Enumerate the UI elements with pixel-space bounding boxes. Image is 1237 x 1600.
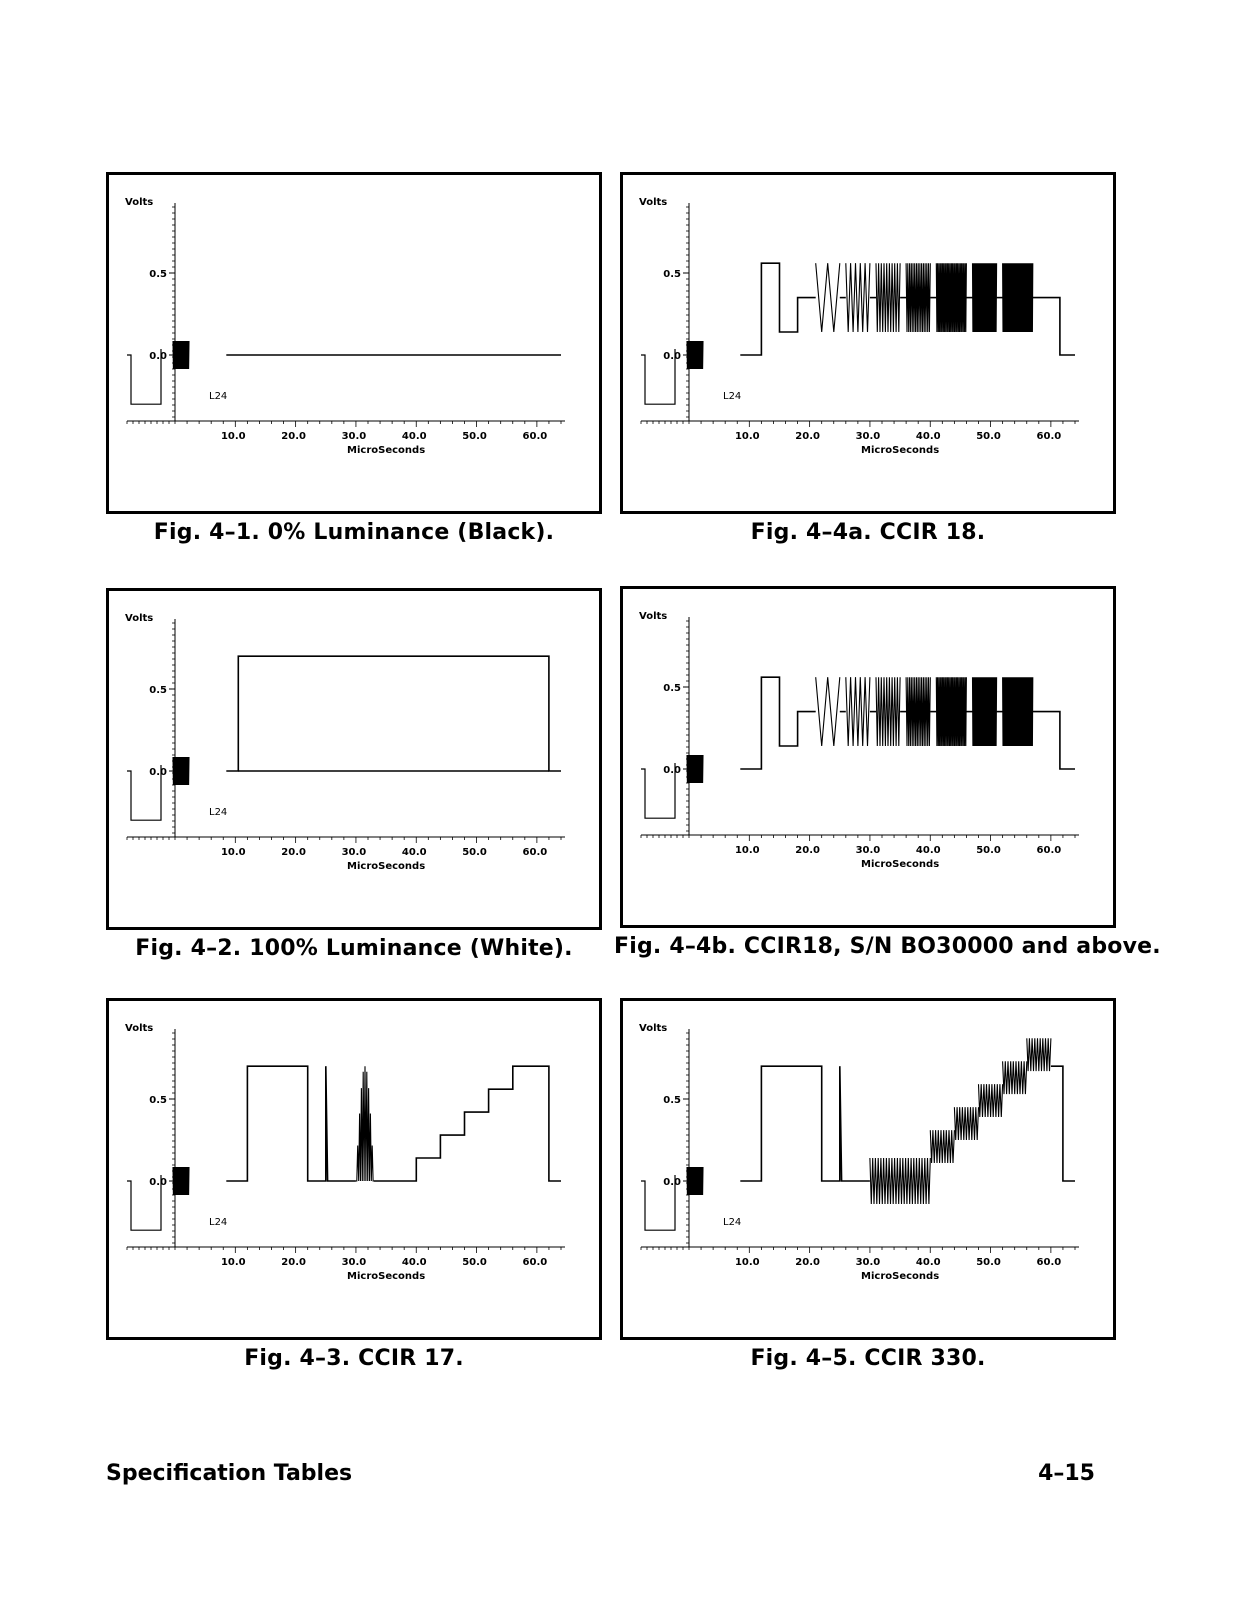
y-tick-label: 0.0	[663, 351, 681, 362]
y-tick-label: 0.0	[663, 1177, 681, 1188]
x-tick-label: 50.0	[462, 1257, 487, 1268]
x-tick-label: 60.0	[1036, 1257, 1062, 1268]
y-tick-label: 0.5	[663, 269, 681, 280]
x-axis-title: MicroSeconds	[861, 1271, 940, 1282]
modulated-burst	[816, 677, 840, 746]
x-tick-label: 40.0	[915, 1257, 941, 1268]
modulated-burst	[846, 263, 870, 332]
y-tick-label: 0.5	[149, 1095, 167, 1106]
figure-caption: Fig. 4–5. CCIR 330.	[750, 1346, 986, 1371]
color-burst	[687, 1167, 703, 1195]
footer-section-title: Specification Tables	[106, 1461, 353, 1486]
figure-4-5	[620, 998, 1116, 1371]
plot-svg	[109, 175, 599, 511]
x-tick-label: 50.0	[976, 431, 1001, 442]
line-number-label: L24	[209, 807, 228, 818]
plot-svg	[623, 1001, 1113, 1337]
signal-trace	[226, 1066, 356, 1181]
x-tick-label: 20.0	[281, 1257, 306, 1268]
modulated-burst	[876, 677, 900, 746]
oscilloscope-plot	[106, 998, 602, 1340]
figure-4-1	[106, 172, 602, 545]
modulated-burst	[906, 677, 930, 746]
x-tick-label: 50.0	[462, 847, 487, 858]
x-axis-title: MicroSeconds	[347, 1271, 426, 1282]
oscilloscope-plot	[620, 586, 1116, 928]
x-tick-label: 30.0	[855, 431, 881, 442]
signal-trace	[1051, 1066, 1075, 1181]
oscilloscope-plot	[106, 172, 602, 514]
x-axis-title: MicroSeconds	[861, 445, 940, 456]
modulated-burst	[816, 263, 840, 332]
y-tick-label: 0.0	[149, 1177, 167, 1188]
x-tick-label: 10.0	[220, 1257, 246, 1268]
y-tick-label: 0.0	[149, 351, 167, 362]
footer-page-number: 4–15	[1038, 1461, 1095, 1486]
oscilloscope-plot	[620, 172, 1116, 514]
x-tick-label: 50.0	[976, 1257, 1001, 1268]
modulated-burst	[973, 677, 997, 746]
x-axis-title: MicroSeconds	[861, 859, 940, 870]
plot-svg	[623, 589, 1113, 925]
x-tick-label: 40.0	[401, 847, 427, 858]
signal-trace	[1033, 712, 1075, 769]
y-axis-title: Volts	[639, 197, 668, 208]
x-tick-label: 10.0	[734, 431, 760, 442]
modulated-burst	[1027, 1038, 1051, 1071]
x-tick-label: 30.0	[341, 1257, 367, 1268]
modulated-burst	[936, 263, 966, 332]
modulated-burst	[870, 1158, 930, 1204]
y-axis-title: Volts	[125, 1023, 154, 1034]
plot-svg	[109, 591, 599, 927]
y-axis-title: Volts	[639, 1023, 668, 1034]
modulated-burst	[1003, 677, 1033, 746]
y-tick-label: 0.5	[663, 1095, 681, 1106]
x-tick-label: 60.0	[1036, 431, 1062, 442]
x-tick-label: 60.0	[522, 1257, 548, 1268]
signal-trace	[740, 1066, 870, 1181]
signal-trace	[374, 1066, 561, 1181]
x-tick-label: 10.0	[220, 847, 246, 858]
x-tick-label: 40.0	[401, 1257, 427, 1268]
figure-4-4b	[614, 586, 1161, 959]
x-tick-label: 20.0	[795, 1257, 820, 1268]
color-burst	[687, 755, 703, 783]
y-axis-title: Volts	[639, 611, 668, 622]
figure-caption: Fig. 4–2. 100% Luminance (White).	[135, 936, 573, 961]
signal-trace	[740, 263, 815, 355]
x-tick-label: 20.0	[795, 431, 820, 442]
x-tick-label: 10.0	[220, 431, 246, 442]
x-tick-label: 40.0	[915, 431, 941, 442]
x-tick-label: 30.0	[341, 847, 367, 858]
figure-caption: Fig. 4–4b. CCIR18, S/N BO30000 and above.	[614, 934, 1161, 959]
x-tick-label: 20.0	[281, 847, 306, 858]
figure-4-3	[106, 998, 602, 1371]
sine-squared-pulse	[356, 1066, 374, 1181]
modulated-burst	[936, 677, 966, 746]
modulated-burst	[954, 1107, 978, 1140]
x-tick-label: 60.0	[1036, 845, 1062, 856]
x-axis-title: MicroSeconds	[347, 445, 426, 456]
modulated-burst	[846, 677, 870, 746]
x-axis-title: MicroSeconds	[347, 861, 426, 872]
modulated-burst	[876, 263, 900, 332]
x-tick-label: 20.0	[795, 845, 820, 856]
line-number-label: L24	[209, 1217, 228, 1228]
plot-svg	[623, 175, 1113, 511]
modulated-burst	[979, 1084, 1003, 1117]
x-tick-label: 30.0	[341, 431, 367, 442]
line-number-label: L24	[723, 391, 742, 402]
x-tick-label: 50.0	[462, 431, 487, 442]
x-tick-label: 10.0	[734, 1257, 760, 1268]
color-burst	[687, 341, 703, 369]
x-tick-label: 40.0	[401, 431, 427, 442]
y-tick-label: 0.0	[663, 765, 681, 776]
plot-svg	[109, 1001, 599, 1337]
figure-caption: Fig. 4–4a. CCIR 18.	[750, 520, 986, 545]
modulated-burst	[1003, 263, 1033, 332]
modulated-burst	[1003, 1061, 1027, 1094]
x-tick-label: 50.0	[976, 845, 1001, 856]
figure-caption: Fig. 4–1. 0% Luminance (Black).	[153, 520, 555, 545]
x-tick-label: 40.0	[915, 845, 941, 856]
oscilloscope-plot	[106, 588, 602, 930]
y-tick-label: 0.0	[149, 767, 167, 778]
figure-4-2	[106, 588, 602, 961]
line-number-label: L24	[723, 1217, 742, 1228]
modulated-burst	[906, 263, 930, 332]
x-tick-label: 60.0	[522, 847, 548, 858]
y-tick-label: 0.5	[149, 685, 167, 696]
color-burst	[173, 1167, 189, 1195]
color-burst	[173, 341, 189, 369]
y-tick-label: 0.5	[663, 683, 681, 694]
x-tick-label: 30.0	[855, 1257, 881, 1268]
figure-caption: Fig. 4–3. CCIR 17.	[244, 1346, 464, 1371]
modulated-burst	[930, 1130, 954, 1163]
signal-trace	[740, 677, 815, 769]
line-number-label: L24	[209, 391, 228, 402]
figure-4-4a	[620, 172, 1116, 545]
signal-trace	[226, 656, 561, 771]
x-tick-label: 10.0	[734, 845, 760, 856]
y-axis-title: Volts	[125, 197, 154, 208]
y-axis-title: Volts	[125, 613, 154, 624]
signal-trace	[1033, 298, 1075, 355]
color-burst	[173, 757, 189, 785]
x-tick-label: 30.0	[855, 845, 881, 856]
x-tick-label: 20.0	[281, 431, 306, 442]
x-tick-label: 60.0	[522, 431, 548, 442]
modulated-burst	[973, 263, 997, 332]
oscilloscope-plot	[620, 998, 1116, 1340]
y-tick-label: 0.5	[149, 269, 167, 280]
